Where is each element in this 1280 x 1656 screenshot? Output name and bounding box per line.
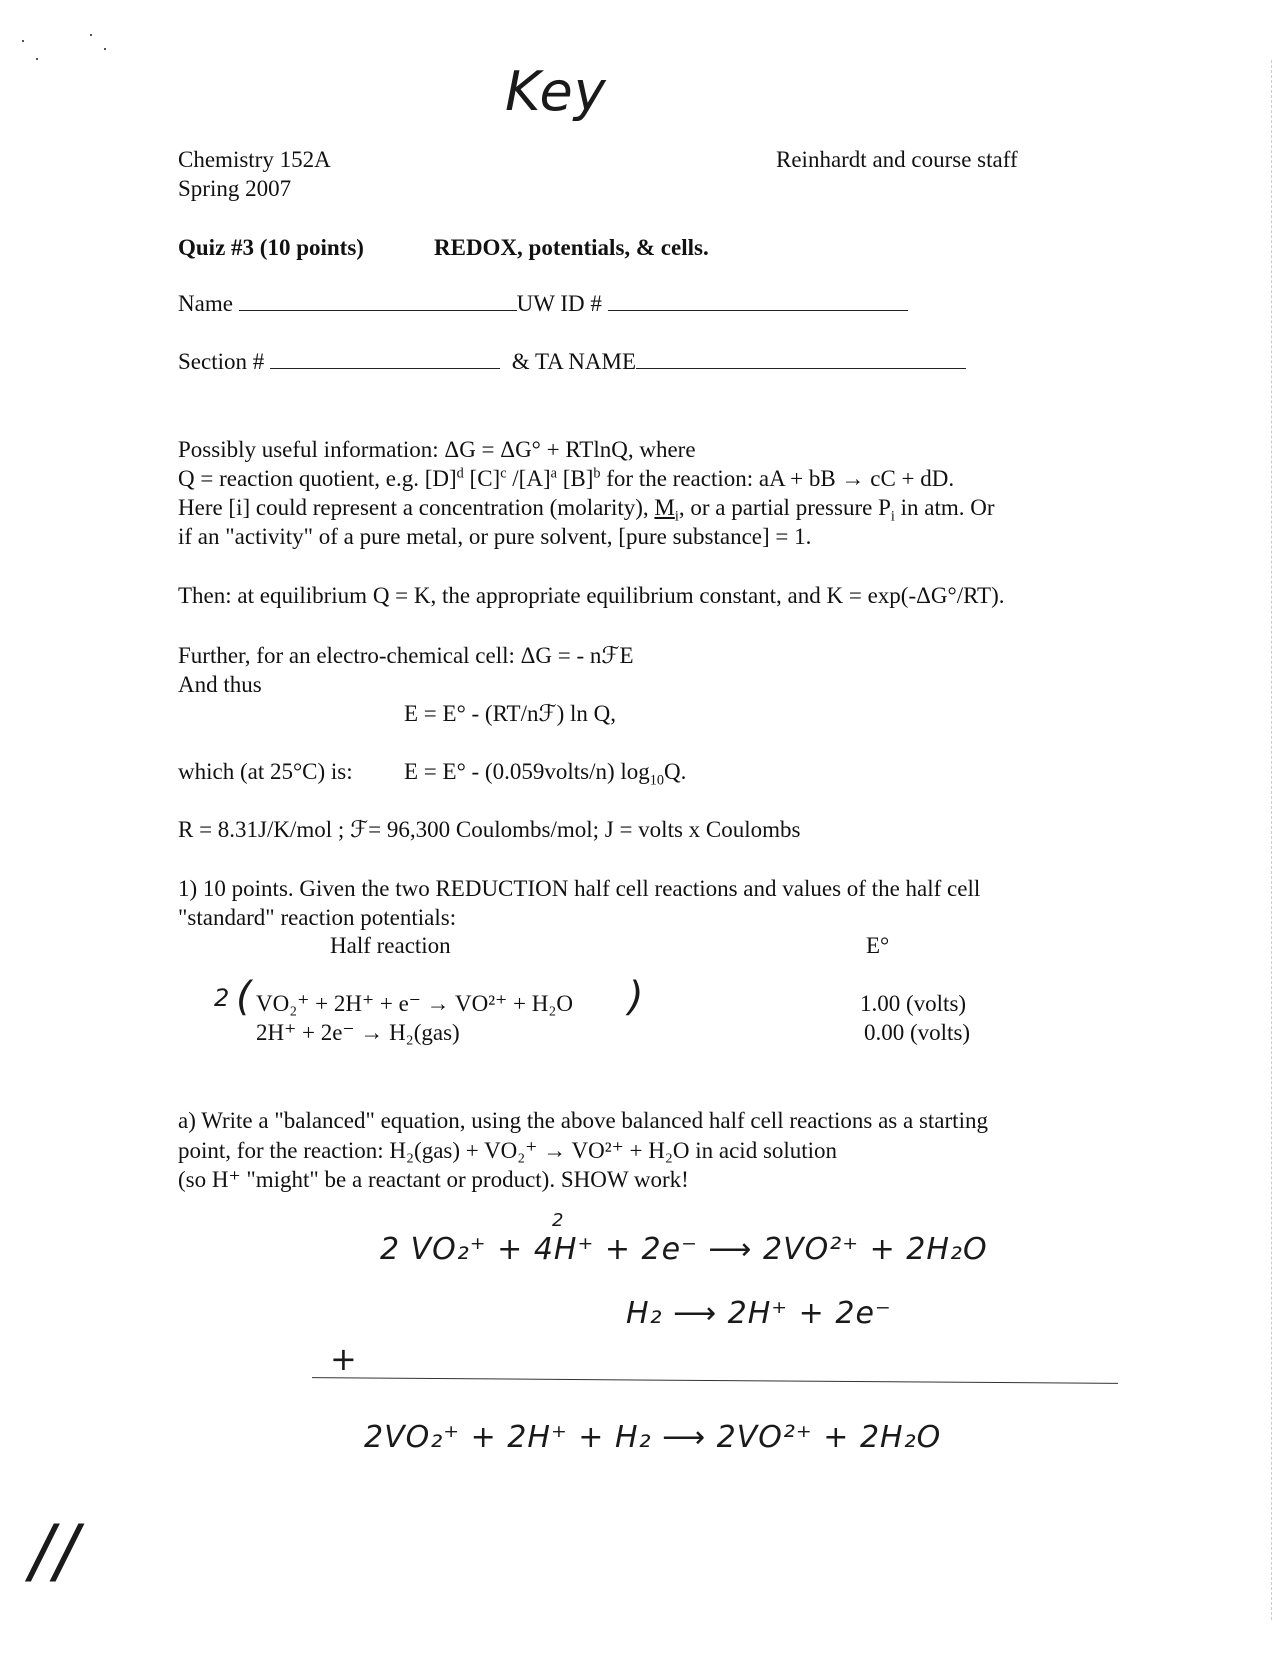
text: Here [i] could represent a concentration (molarity), bbox=[178, 495, 655, 520]
handwritten-check-mark: // bbox=[30, 1510, 80, 1592]
info-line-4: if an "activity" of a pure metal, or pure solvent, [pure substance] = 1. bbox=[178, 524, 812, 549]
text: E = E° - (0.059volts/n) log bbox=[404, 759, 650, 784]
nernst-equation: E = E° - (RT/nℱ) ln Q, bbox=[404, 701, 616, 726]
quiz-title: Quiz #3 (10 points) bbox=[178, 235, 364, 260]
half-reaction-2: 2H⁺ + 2e⁻ → H₂(gas) bbox=[256, 1020, 460, 1045]
handwritten-half-reaction-2: H₂ ⟶ 2H⁺ + 2e⁻ bbox=[626, 1296, 892, 1331]
name-label: Name bbox=[178, 291, 233, 316]
nernst-25c-equation bbox=[404, 758, 686, 787]
subscript: i bbox=[674, 508, 679, 525]
handwritten-sum-line bbox=[312, 1377, 1118, 1384]
q-text: for the reaction: aA + bB → cC + dD. bbox=[600, 466, 955, 491]
handwritten-correction: 2 bbox=[552, 1210, 565, 1231]
info-line-6: Further, for an electro-chemical cell: ΔG = - nℱE bbox=[178, 643, 634, 668]
info-line-5: Then: at equilibrium Q = K, the appropriate equilibrium constant, and K = exp(-ΔG°/RT). bbox=[178, 583, 1005, 608]
subscript: 10 bbox=[649, 772, 665, 789]
info-line-1: Possibly useful information: ΔG = ΔG° + RTlnQ, where bbox=[178, 437, 696, 462]
section-label: Section # bbox=[178, 349, 265, 374]
handwritten-open-paren: ( bbox=[236, 974, 253, 1020]
q-text: /[A] bbox=[506, 466, 551, 491]
q-text: Q = reaction quotient, e.g. [D] bbox=[178, 466, 457, 491]
question-1-line-1: 1) 10 points. Given the two REDUCTION half cell reactions and values of the half cell bbox=[178, 876, 981, 901]
text: Q. bbox=[664, 759, 687, 784]
constants: R = 8.31J/K/mol ; ℱ= 96,300 Coulombs/mol; J = volts x Coulombs bbox=[178, 817, 801, 842]
subscript: i bbox=[890, 508, 895, 525]
handwritten-key: Key bbox=[505, 60, 607, 123]
info-line-7: And thus bbox=[178, 672, 262, 697]
q-text: [C] bbox=[463, 466, 501, 491]
scan-speck bbox=[36, 58, 38, 60]
ta-label: & TA NAME bbox=[511, 349, 636, 374]
text: M bbox=[654, 495, 675, 520]
staff: Reinhardt and course staff bbox=[776, 147, 1018, 172]
uwid-label: UW ID # bbox=[516, 291, 602, 316]
exp-d: d bbox=[456, 465, 464, 482]
part-a-line-1: a) Write a "balanced" equation, using the above balanced half cell reactions as a starting bbox=[178, 1108, 988, 1133]
text: in atm. Or bbox=[894, 495, 995, 520]
section-blank[interactable] bbox=[270, 348, 500, 369]
question-1-line-2: "standard" reaction potentials: bbox=[178, 905, 457, 930]
part-a-line-2: point, for the reaction: H₂(gas) + VO₂⁺ → VO²⁺ + H₂O in acid solution bbox=[178, 1138, 838, 1163]
part-a-line-3: (so H⁺ "might" be a reactant or product). SHOW work! bbox=[178, 1167, 689, 1192]
scan-speck bbox=[90, 34, 92, 36]
molarity-symbol bbox=[654, 495, 679, 525]
handwritten-final-equation: 2VO₂⁺ + 2H⁺ + H₂ ⟶ 2VO²⁺ + 2H₂O bbox=[364, 1420, 942, 1455]
scan-speck bbox=[22, 40, 24, 42]
scan-speck bbox=[104, 48, 106, 50]
name-blank[interactable] bbox=[239, 290, 517, 311]
column-e-standard: E° bbox=[866, 933, 890, 958]
q-text: [B] bbox=[556, 466, 594, 491]
exp-c: c bbox=[500, 465, 507, 482]
term: Spring 2007 bbox=[178, 176, 292, 201]
quiz-topic: REDOX, potentials, & cells. bbox=[434, 235, 709, 260]
exp-a: a bbox=[550, 465, 557, 482]
handwritten-plus: + bbox=[330, 1340, 358, 1378]
section-field bbox=[178, 348, 966, 377]
info-line-3 bbox=[178, 494, 995, 523]
info-line-8: which (at 25°C) is: bbox=[178, 759, 353, 784]
half-reaction-1-potential: 1.00 (volts) bbox=[860, 991, 967, 1016]
exp-b: b bbox=[593, 465, 601, 482]
uwid-blank[interactable] bbox=[608, 290, 908, 311]
info-line-2 bbox=[178, 465, 954, 494]
name-field bbox=[178, 290, 908, 319]
column-half-reaction: Half reaction bbox=[330, 933, 451, 958]
handwritten-half-reaction-1: 2 VO₂⁺ + 4H⁺ + 2e⁻ ⟶ 2VO²⁺ + 2H₂O bbox=[380, 1232, 988, 1267]
half-reaction-2-potential: 0.00 (volts) bbox=[864, 1020, 971, 1045]
course-name: Chemistry 152A bbox=[178, 147, 331, 172]
scan-edge bbox=[1270, 60, 1272, 1620]
text: , or a partial pressure P bbox=[678, 495, 891, 520]
ta-blank[interactable] bbox=[636, 348, 966, 369]
half-reaction-1: VO₂⁺ + 2H⁺ + e⁻ → VO²⁺ + H₂O bbox=[256, 991, 573, 1016]
handwritten-bracket-coefficient: 2 bbox=[214, 984, 231, 1012]
handwritten-close-paren: ) bbox=[628, 974, 645, 1020]
